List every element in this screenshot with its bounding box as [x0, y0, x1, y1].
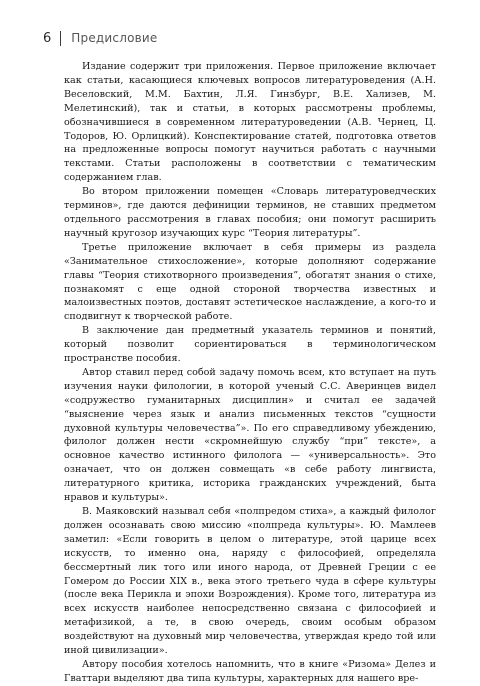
paragraph: Издание содержит три приложения. Первое приложение включает как статьи, касающиеся ключевых вопросов литературоведения (А.Н. Веселовский, М.М. Бахтин, Л.Я. Гинзбург, В.Е. Хализев, М. Мелетинский), так и статьи, в которых рассмотрены проблемы, обозначившиеся в современном литературоведении (А.В. Чернец, Ц. Тодоров, Ю. Орлицкий). Конспектирование статей, подготовка ответов на предложенные вопросы помогут научиться работать с научными текстами. Статьи расположены в соответствии с тематическим содержанием глав.	[64, 61, 436, 184]
paragraph: В заключение дан предметный указатель терминов и понятий, который позволит сориентироваться в терминологическом пространстве пособия.	[64, 325, 436, 365]
header-divider	[60, 31, 61, 46]
paragraph: Автор ставил перед собой задачу помочь всем, кто вступает на путь изучения науки филологии, в которой ученый С.С. Аверинцев видел «содружество гуманитарных дисциплин» и считал ее задачей “выяснение через язык и анализ письменных текстов “сущности духовной культуры человечества”». По его справедливому убеждению, филолог должен нести «скромнейшую службу “при” тексте», а основное качество истинного филолога — «универсальность». Это означает, что он должен совмещать «в себе работу лингвиста, литературного критика, историка гражданских учреждений, быта нравов и культуры».	[64, 366, 436, 504]
running-header	[43, 30, 157, 46]
paragraph: Третье приложение включает в себя примеры из раздела «Занимательное стихосложение», которые дополняют содержание главы “Теория стихотворного произведения”, обогатят знания о стихе, познакомят с еще одной стороной творчества известных и малоизвестных поэтов, доставят эстетическое наслаждение, а кого-то и сподвигнут к творческой работе.	[64, 241, 436, 323]
body-text	[64, 60, 436, 686]
paragraph: В. Маяковский называл себя «полпредом стиха», а каждый филолог должен осознавать свою миссию «полпреда культуры». Ю. Мамлеев заметил: «Если говорить в целом о литературе, этой царице всех искусств, то именно она, наряду с философией, определяла бессмертный лик того или иного народа, от Древней Греции с ее Гомером до России XIX в., века этого третьего чуда в сфере культуры (после века Перикла и эпохи Возрождения). Кроме того, литература из всех искусств наиболее непосредственно связана с философией и метафизикой, а те, в свою очередь, своим особым образом воздействуют на духовный мир человечества, утверждая кредо той или иной цивилизации».	[64, 506, 436, 657]
paragraph: Автору пособия хотелось напомнить, что в книге «Ризома» Делез и Гваттари выделяют два типа культуры, характерных для нашего вре-	[64, 658, 436, 684]
page-number: 6	[43, 30, 52, 46]
section-title: Предисловие	[71, 31, 158, 45]
paragraph: Во втором приложении помещен «Словарь литературоведческих терминов», где даются дефиниции терминов, не ставших предметом отдельного рассмотрения в главах пособия; они помогут расширить научный кругозор изучающих курс “Теория литературы”.	[64, 186, 436, 239]
